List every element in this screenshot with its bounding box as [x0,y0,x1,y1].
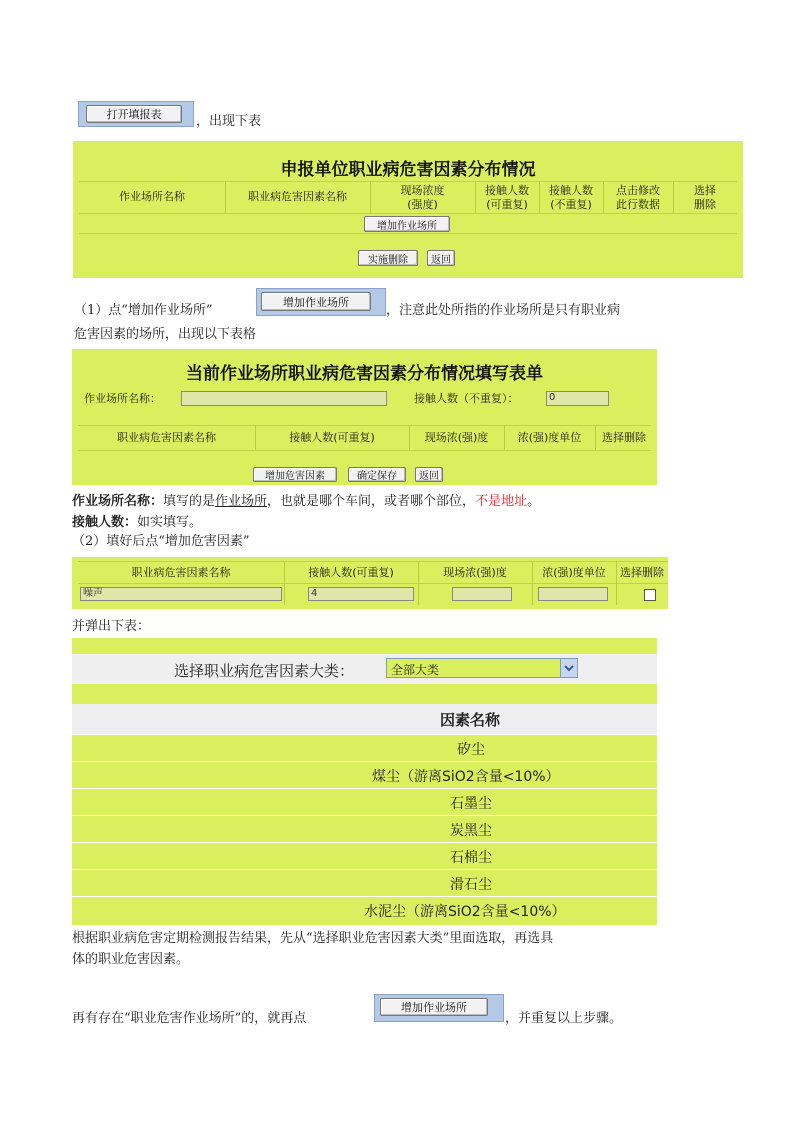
header-hazard-name: 职业病危害因素名称 [248,190,347,203]
list-item[interactable] [72,761,657,788]
header-edit-row: 点击修改 此行数据 [616,184,660,211]
category-select[interactable] [386,658,578,678]
step1-line2: 危害因素的场所，出现以下表格 [74,327,257,342]
header-concentration: 现场浓度 (强度) [400,184,445,211]
panel3-header-hazard: 职业病危害因素名称 [131,566,231,579]
site-name-input[interactable] [181,391,387,406]
panel1-delete-button[interactable]: 实施删除 [358,250,418,266]
site-name-note [72,493,540,511]
header-contact-unique: 接触人数 (不重复) [549,184,593,211]
contact-note-text: 如实填写。 [137,515,203,530]
site-name-note-label: 作业场所名称： [72,494,164,509]
panel2-header-hazard: 职业病危害因素名称 [117,431,216,444]
hazard-contact-input[interactable]: 4 [308,587,414,601]
header-select-delete: 选择 删除 [694,184,716,211]
factor-item-3: 炭黑尘 [450,823,492,839]
contact-unique-label: 接触人数（不重复）： [414,392,519,405]
hazard-category-popup [72,638,657,924]
footer-line3-suffix: ，并重复以上步骤。 [505,1011,623,1026]
site-form-panel [72,349,657,485]
district-distribution-panel [73,141,743,278]
site-name-label: 作业场所名称： [84,392,161,405]
category-select-row [72,654,657,684]
factor-item-2: 石墨尘 [450,796,492,812]
open-form-button[interactable]: 打开填报表 [86,105,182,123]
category-select-label: 选择职业病危害因素大类： [174,662,355,680]
panel1-title: 申报单位职业病危害因素分布情况 [280,160,536,180]
panel2-header-unit: 浓(强)度单位 [517,431,582,444]
panel2-title: 当前作业场所职业病危害因素分布情况填写表单 [186,364,543,384]
list-item[interactable] [72,734,657,761]
factor-item-5: 滑石尘 [450,877,492,893]
panel2-header-concentration: 现场浓(强)度 [424,431,489,444]
factor-item-0: 矽尘 [457,742,485,758]
list-item[interactable] [72,842,657,869]
panel2-back-button[interactable]: 返回 [415,467,443,482]
save-button[interactable]: 确定保存 [348,467,406,482]
header-contact-repeat: 接触人数 (可重复) [485,184,529,211]
step1-suffix: ，注意此处所指的作业场所是只有职业病 [386,303,621,318]
list-item[interactable] [72,896,657,925]
hazard-row-panel [72,557,668,609]
site-name-note-a: 填写的是 [163,494,216,509]
hazard-unit-input[interactable] [538,587,608,601]
step2-text: （2）填好后点“增加危害因素” [72,534,250,549]
header-site-name: 作业场所名称 [119,190,185,203]
panel3-header-delete: 选择删除 [620,566,664,579]
delete-checkbox[interactable] [644,589,656,601]
contact-note [72,514,202,532]
site-name-note-c: ，也就是哪个车间，或者哪个部位， [267,494,476,509]
list-item[interactable] [72,788,657,815]
step0-text: ，出现下表 [196,114,262,129]
chevron-down-icon[interactable] [560,659,577,677]
contact-note-label: 接触人数： [72,515,138,530]
panel1-add-site-button[interactable]: 增加作业场所 [364,216,450,232]
site-name-note-warning: 不是地址 [475,494,528,509]
hazard-concentration-input[interactable] [452,587,512,601]
panel1-back-button[interactable]: 返回 [427,250,455,266]
panel2-header-delete: 选择删除 [602,431,646,444]
popup-text: 并弹出下表： [72,619,151,634]
step1-prefix: （1）点“增加作业场所” [74,303,213,318]
panel3-header-contact: 接触人数(可重复) [308,566,394,579]
list-item[interactable] [72,815,657,842]
step1-add-site-button[interactable]: 增加作业场所 [261,292,371,311]
add-hazard-button[interactable]: 增加危害因素 [253,467,337,482]
footer-add-site-button[interactable]: 增加作业场所 [380,998,488,1016]
factor-item-1: 煤尘（游离SiO2含量<10%） [372,769,560,785]
hazard-name-input[interactable]: 噪声 [80,587,282,601]
panel3-header-concentration: 现场浓(强)度 [443,566,507,579]
site-name-note-b: 作业场所 [215,494,268,509]
list-item[interactable] [72,869,657,896]
panel2-header-contact: 接触人数(可重复) [289,431,375,444]
factor-item-4: 石棉尘 [450,850,492,866]
footer-line3-prefix: 再有存在“职业危害作业场所”的，就再点 [72,1011,307,1026]
factor-name-header-row [72,704,657,734]
footer-line1: 根据职业病危害定期检测报告结果，先从“选择职业危害因素大类”里面选取，再选具 [72,931,554,946]
contact-unique-input[interactable]: 0 [546,391,609,406]
category-select-value: 全部大类 [391,663,440,677]
factor-name-header: 因素名称 [440,711,501,729]
panel3-header-unit: 浓(强)度单位 [542,566,606,579]
footer-line2: 体的职业危害因素。 [72,952,190,967]
site-name-note-e: 。 [527,494,541,509]
factor-item-6: 水泥尘（游离SiO2含量<10%） [364,904,566,920]
